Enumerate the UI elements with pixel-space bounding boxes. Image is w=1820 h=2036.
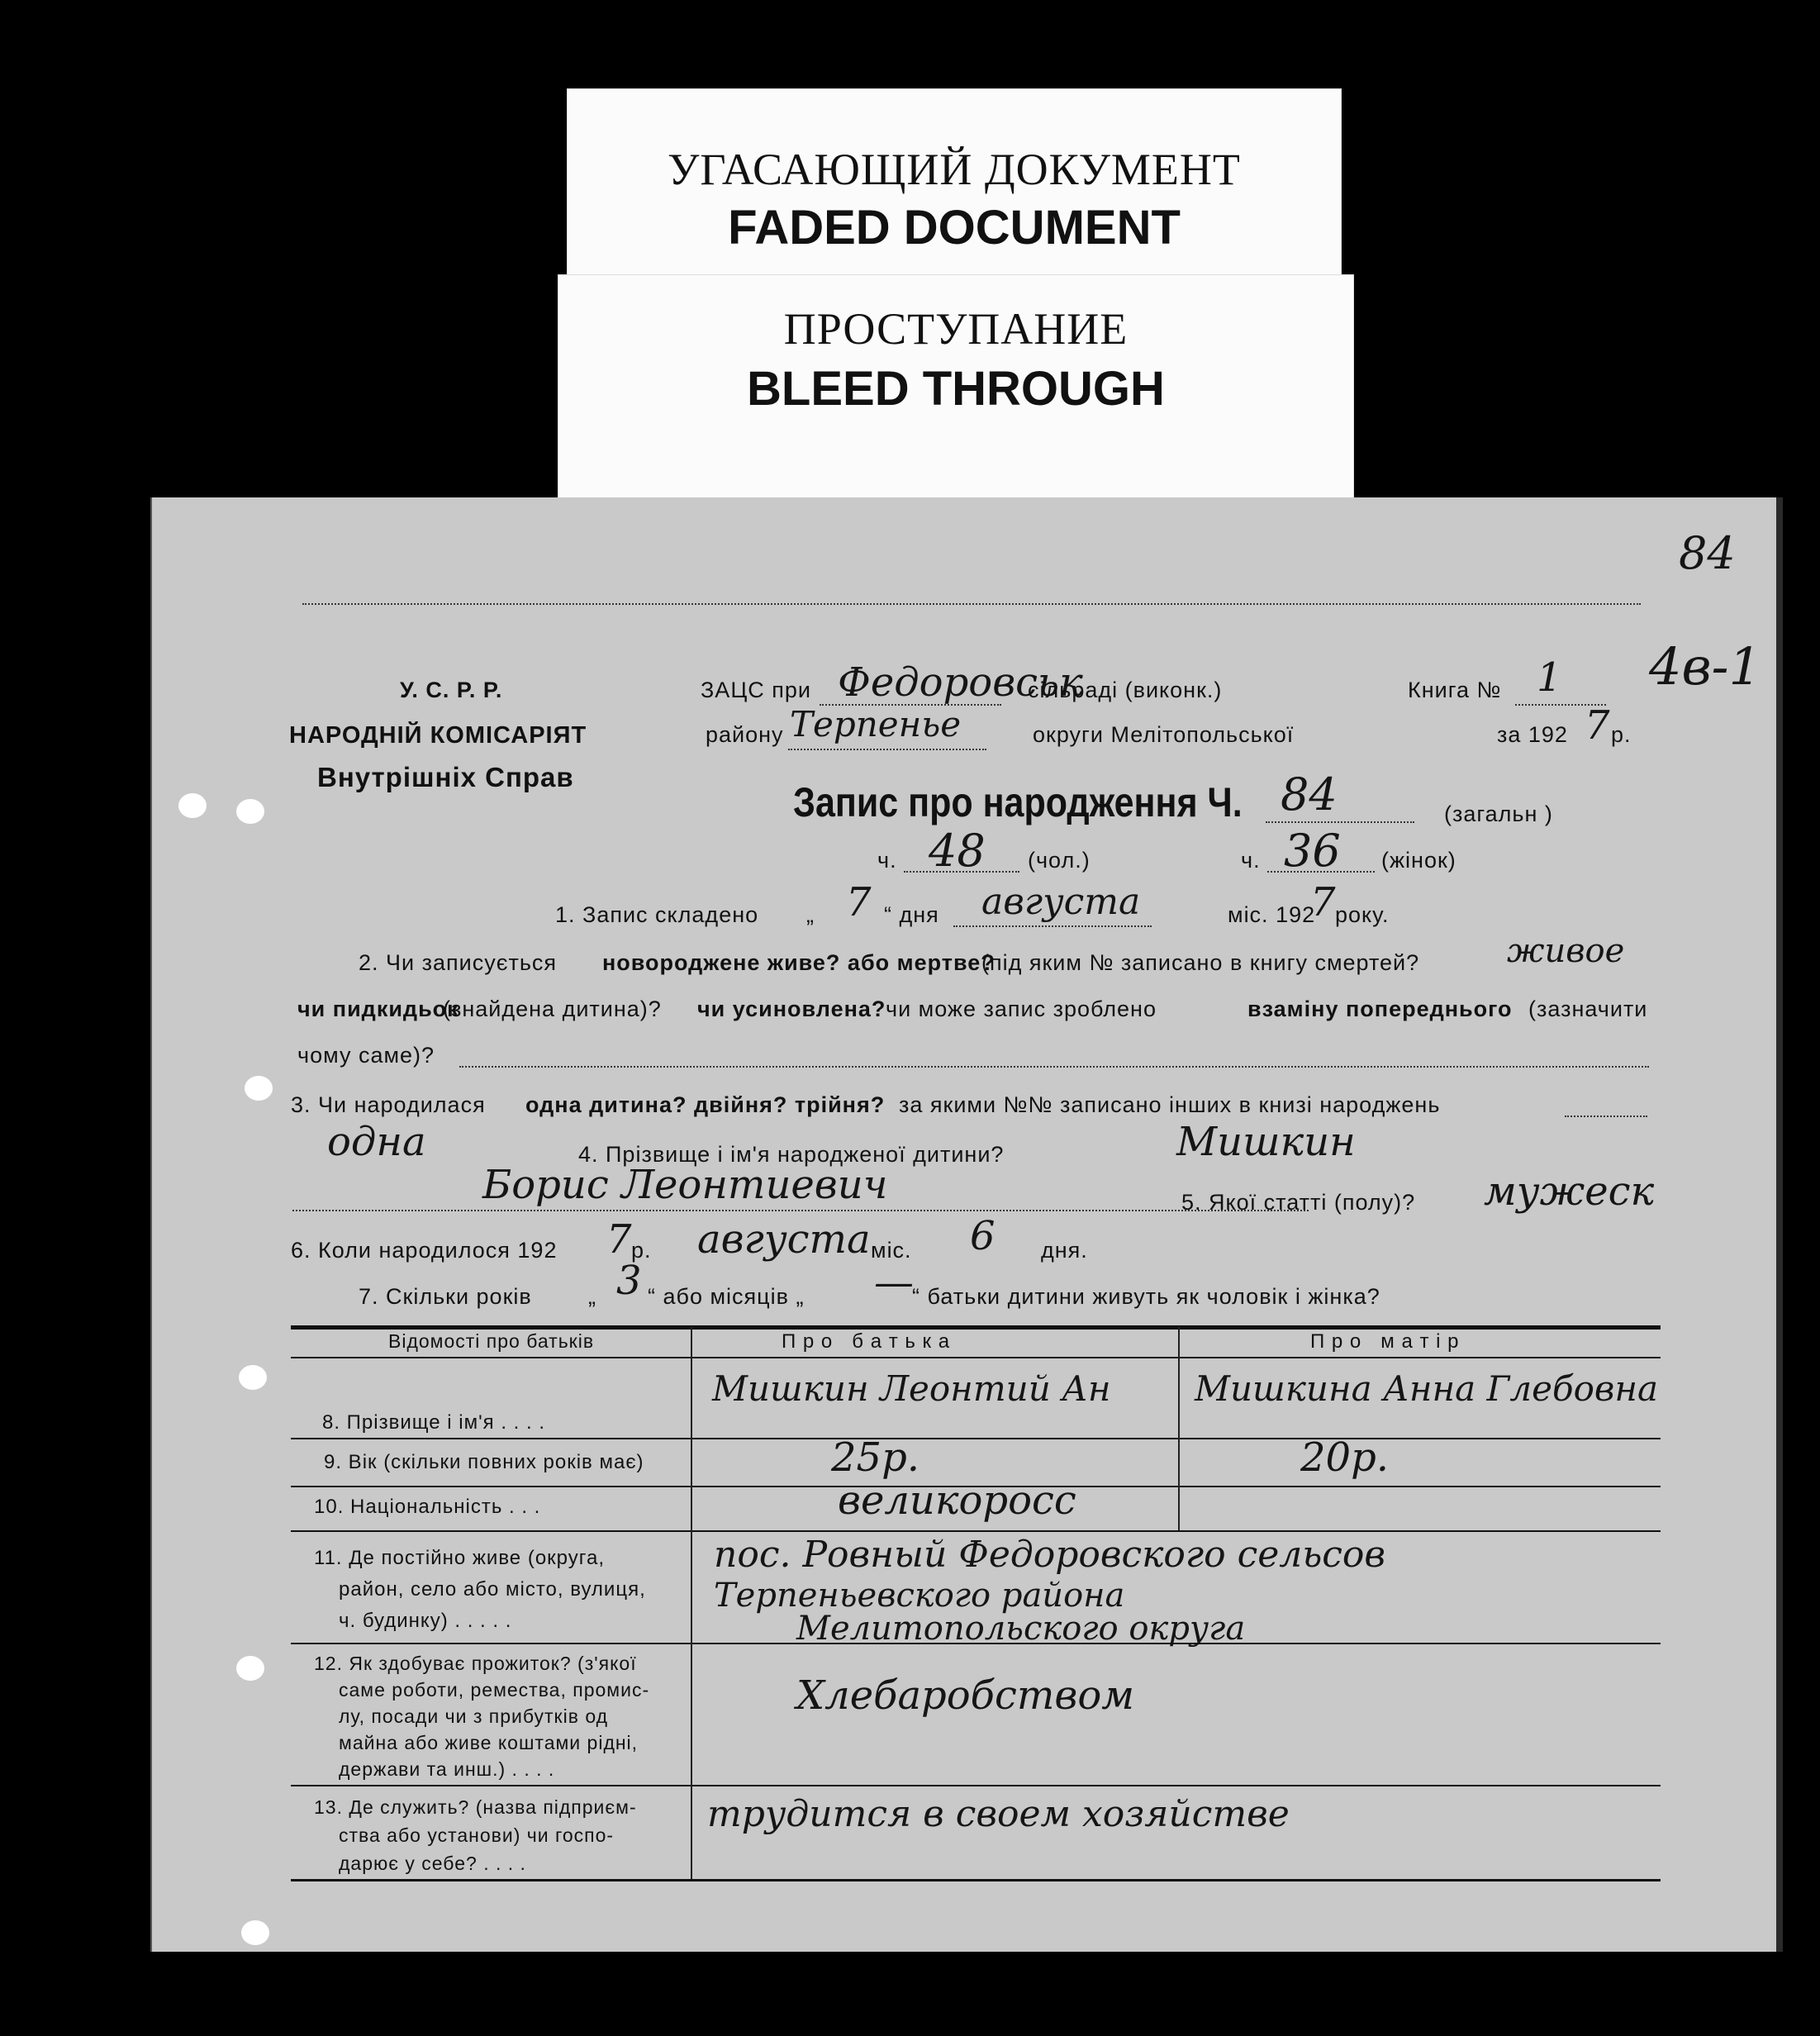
top-dotted-rule [302,603,1641,605]
q2-line1-c: (під яким № записано в книгу смертей? [981,950,1420,975]
commissariat-label: НАРОДНІЙ КОМІСАРІЯТ [289,722,587,749]
col-mother-header: П р о м а т і р [1310,1330,1460,1353]
r10-label: 10. Національність . . . [314,1496,541,1518]
r8-label: 8. Прізвище і ім'я . . . . [322,1411,546,1434]
table-col-divider [691,1327,692,1879]
q6-prefix: 6. Коли народилося 192 [291,1238,558,1263]
year-hw: 7 [1585,702,1610,749]
q2-line2-c: чи усиновлена? [697,997,886,1021]
table-col-divider [1178,1327,1180,1530]
punch-hole [245,1076,273,1101]
table-row-rule [291,1530,1661,1532]
district-hw: Терпенье [790,704,962,744]
dotted-line [1267,871,1375,873]
r11-hw-1: пос. Ровный Федоровского сельсов [714,1534,1386,1576]
punch-hole [241,1920,269,1945]
female-count-hw: 36 [1284,825,1341,877]
q2-line1-a: 2. Чи записується [359,950,558,975]
q1-quote-open: „ [806,902,815,927]
table-row-rule [291,1438,1661,1439]
district-prefix: району [706,722,784,747]
q4-name-hw: Борис Леонтиевич [482,1162,888,1208]
faded-label-ru: УГАСАЮЩИЙ ДОКУМЕНТ [668,145,1241,194]
year-suffix: р. [1611,722,1632,747]
punch-hole [236,799,264,824]
q2-answer-hw: живое [1507,932,1625,970]
q6-day-hw: 6 [970,1213,996,1259]
record-title: Запис про народження Ч. [793,779,1243,825]
r11-hw-2: Терпеньевского района [714,1577,1125,1615]
book-number-hw: 1 [1537,654,1562,701]
faded-label-en: FADED DOCUMENT [728,201,1181,254]
q3-answer-hw: одна [327,1119,426,1165]
r11-label-2: район, село або місто, вулиця, [339,1578,646,1601]
table-top-rule [291,1325,1661,1330]
bleed-through-card [558,275,1353,510]
punch-hole [236,1656,264,1681]
dotted-line [953,925,1152,927]
book-label: Книга № [1408,678,1502,702]
female-prefix: ч. [1241,848,1261,873]
internal-affairs-label: Внутрішніх Справ [317,762,574,792]
r13-label-1: 13. Де служить? (назва підприєм- [314,1796,637,1818]
ussr-label: У. С. Р. Р. [400,678,503,702]
r9-father-hw: 25р. [831,1434,920,1481]
corner-note: 4в-1 [1649,636,1761,697]
r13-label-3: дарює у себе? . . . . [339,1853,526,1874]
record-number-hw: 84 [1281,768,1338,821]
q1-prefix: 1. Запис складено [555,902,759,927]
q6-year-hw: 7 [606,1216,632,1263]
q2-line2-f: (зазначити [1528,997,1648,1021]
q6-r: р. [631,1238,652,1263]
q6-mis: міс. [871,1238,912,1263]
q5-label: 5. Якої статті (полу)? [1181,1190,1416,1215]
general-label: (загальн ) [1444,802,1553,826]
q2-line2-e: взаміну попереднього [1247,997,1513,1021]
r12-label-1: 12. Як здобуває прожиток? (з'якої [314,1653,637,1674]
r9-mother-hw: 20р. [1300,1434,1390,1481]
q2-line1-b: новороджене живе? або мертве? [602,950,996,975]
q1-year-hw: 7 [1310,879,1336,925]
female-label: (жінок) [1381,848,1456,873]
table-row-rule [291,1785,1661,1786]
q3-line1-a: 3. Чи народилася [291,1092,486,1117]
zags-prefix: ЗАЦС при [701,678,812,702]
r11-hw-3: Мелитопольского округа [796,1610,1246,1648]
r13-hw: трудится в своем хозяйстве [707,1793,1290,1835]
r12-label-5: держави та инш.) . . . . [339,1758,555,1780]
bleed-label-en: BLEED THROUGH [747,362,1165,416]
dotted-line [459,1066,1649,1068]
year-prefix: за 192 [1497,722,1568,747]
r12-label-2: саме роботи, ремества, промис- [339,1679,650,1701]
dotted-line [292,1210,1309,1211]
q6-month-hw: августа [697,1216,871,1263]
table-bottom-rule [291,1879,1661,1881]
r11-label-3: ч. будинку) . . . . . [339,1610,512,1632]
okrug-text: округи Мелітопольської [1033,722,1295,747]
q1-month-hw: августа [981,881,1141,923]
q2-line2-a: чи пидкидьок [297,997,459,1021]
q1-roku: року. [1335,902,1390,927]
village-council-suffix: сільраді (виконк.) [1028,678,1223,702]
q7-months-hw: — [874,1259,914,1306]
faded-document-card [568,89,1341,288]
r12-hw: Хлебаробством [796,1672,1135,1719]
q4-surname-hw: Мишкин [1176,1119,1356,1165]
r8-father-hw: Мишкин Леонтий Ан [712,1368,1111,1409]
r13-label-2: ства або установи) чи госпо- [339,1824,615,1846]
r10-hw: великоросс [838,1477,1076,1524]
village-council-hw: Федоровськ [838,659,1083,706]
q2-line3: чому саме)? [297,1043,435,1068]
male-prefix: ч. [877,848,897,873]
dotted-line [1565,1116,1647,1117]
q1-suffix: міс. 192 [1228,902,1316,927]
r11-label-1: 11. Де постійно живе (округа, [314,1547,605,1569]
col-father-header: П р о б а т ь к а [782,1330,951,1353]
table-header-rule [291,1357,1661,1358]
r9-label: 9. Вік (скільки повних років має) [324,1451,644,1473]
birth-record-form [150,497,1783,1952]
q3-line1-b: одна дитина? двійня? трійня? [525,1092,886,1117]
dotted-line [1266,821,1414,823]
q2-line2-b: (знайдена дитина)? [443,997,662,1021]
q1-day-hw: 7 [846,879,872,925]
q7-years-hw: 3 [616,1258,642,1304]
col-info-header: Відомості про батьків [388,1330,595,1352]
male-label: (чол.) [1028,848,1091,873]
bleed-label-ru: ПРОСТУПАНИЕ [783,304,1129,354]
q7-a: 7. Скільки років [359,1284,532,1309]
r12-label-4: майна або живе коштами рідні, [339,1732,639,1753]
page-number: 84 [1679,527,1736,579]
q4-label: 4. Прізвище і ім'я народженої дитини? [578,1142,1005,1167]
male-count-hw: 48 [929,825,986,877]
q2-line2-d: чи може запис зроблено [886,997,1157,1021]
punch-hole [178,793,207,818]
q6-dnia: дня. [1041,1238,1088,1263]
q5-answer-hw: мужеск [1484,1168,1655,1215]
q3-line1-c: за якими №№ записано інших в книзі народжень [899,1092,1441,1117]
r12-label-3: лу, посади чи з прибутків од [339,1705,609,1727]
q1-quote-close: “ дня [884,902,939,927]
q7-b: “ або місяців „ [648,1284,805,1309]
dotted-line [904,871,1019,873]
q7-c: “ батьки дитини живуть як чоловік і жінка? [912,1284,1380,1309]
r8-mother-hw: Мишкина Анна Глебовна [1195,1368,1659,1409]
q7-quote: „ [588,1284,596,1309]
punch-hole [239,1365,267,1390]
dotted-line [788,749,986,750]
